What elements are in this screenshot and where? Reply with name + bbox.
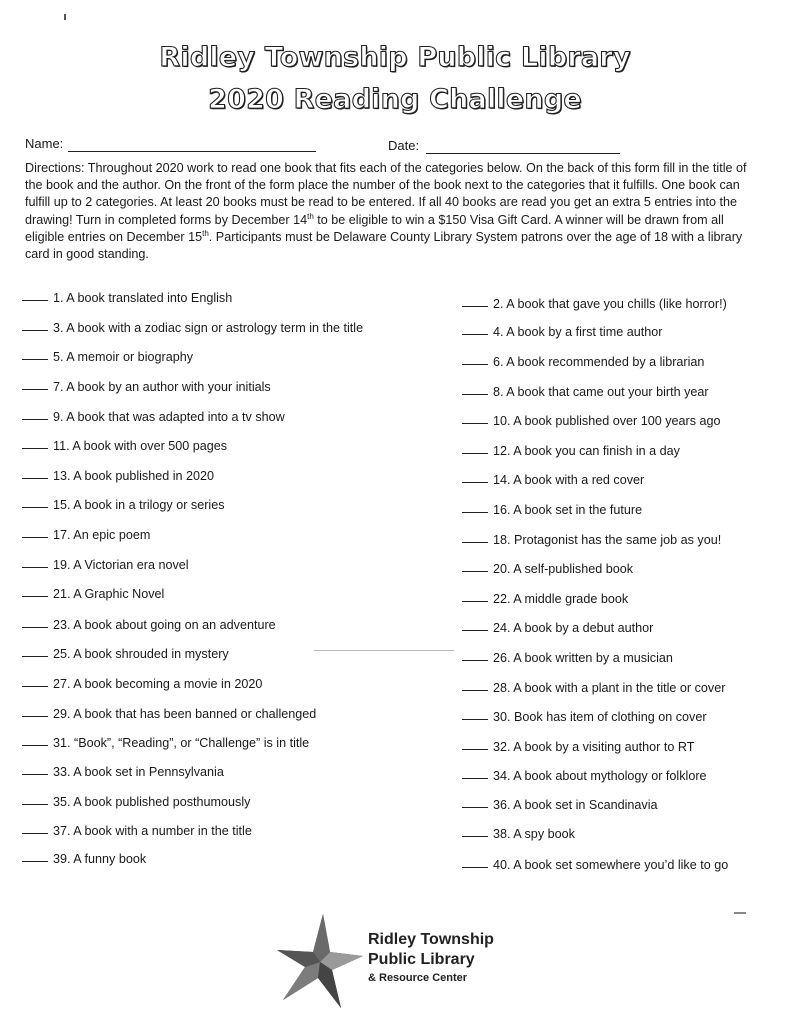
challenge-item-33: 33. A book set in Pennsylvania [22, 765, 224, 779]
challenge-item-39: 39. A funny book [22, 852, 146, 866]
challenge-item-37: 37. A book with a number in the title [22, 824, 252, 838]
page-title-line-1: Ridley Township Public Library [159, 42, 631, 73]
challenge-item-29: 29. A book that has been banned or challenged [22, 707, 316, 721]
challenge-item-38: 38. A spy book [462, 827, 575, 841]
scan-speck [64, 14, 66, 20]
challenge-item-1: 1. A book translated into English [22, 291, 232, 305]
challenge-item-17: 17. An epic poem [22, 528, 150, 542]
challenge-item-30: 30. Book has item of clothing on cover [462, 710, 707, 724]
number-blank[interactable] [22, 804, 48, 805]
number-blank[interactable] [22, 507, 48, 508]
number-blank[interactable] [462, 571, 488, 572]
number-blank[interactable] [462, 364, 488, 365]
number-blank[interactable] [22, 537, 48, 538]
scan-speck [734, 912, 746, 914]
challenge-item-8: 8. A book that came out your birth year [462, 385, 709, 399]
logo-line-3: & Resource Center [368, 972, 468, 984]
challenge-item-23: 23. A book about going on an adventure [22, 618, 276, 632]
challenge-item-16: 16. A book set in the future [462, 503, 642, 517]
challenge-item-31: 31. “Book”, “Reading”, or “Challenge” is in title [22, 736, 309, 750]
number-blank[interactable] [22, 330, 48, 331]
number-blank[interactable] [462, 778, 488, 779]
challenge-item-25: 25. A book shrouded in mystery [22, 647, 229, 661]
number-blank[interactable] [462, 482, 488, 483]
challenge-item-10: 10. A book published over 100 years ago [462, 414, 721, 428]
challenge-item-4: 4. A book by a first time author [462, 325, 662, 339]
number-blank[interactable] [22, 745, 48, 746]
challenge-item-15: 15. A book in a trilogy or series [22, 498, 225, 512]
challenge-item-28: 28. A book with a plant in the title or cover [462, 681, 725, 695]
number-blank[interactable] [22, 774, 48, 775]
number-blank[interactable] [22, 656, 48, 657]
number-blank[interactable] [462, 867, 488, 868]
number-blank[interactable] [22, 359, 48, 360]
directions-text: Directions: Throughout 2020 work to read one book that fits each of the categories below. On the back of this form fill in the title of the book and the author. On the front of the form place the number of the book next to the categories that it fulfills. One book can fulfill up to 2 categories. At least 20 books must be read to be entered. If all 40 books are read you get an extra 5 entries into the drawing! Turn in completed forms by December 14th to be eligible to win a $150 Visa Gift Card. A winner will be drawn from all eligible entries on December 15th. Participants must be Delaware County Library System patrons over the age of 18 with a library card in good standing. [25, 161, 747, 262]
number-blank[interactable] [462, 690, 488, 691]
number-blank[interactable] [462, 807, 488, 808]
number-blank[interactable] [462, 512, 488, 513]
number-blank[interactable] [462, 334, 488, 335]
challenge-item-5: 5. A memoir or biography [22, 350, 193, 364]
library-logo-text [368, 930, 494, 986]
number-blank[interactable] [22, 567, 48, 568]
challenge-item-24: 24. A book by a debut author [462, 621, 653, 635]
challenge-item-34: 34. A book about mythology or folklore [462, 769, 707, 783]
page-title-line-2: 2020 Reading Challenge [208, 84, 582, 115]
logo-line-1: Ridley Township [368, 931, 494, 948]
number-blank[interactable] [22, 686, 48, 687]
challenge-item-32: 32. A book by a visiting author to RT [462, 740, 694, 754]
challenge-item-19: 19. A Victorian era novel [22, 558, 189, 572]
date-field[interactable] [426, 153, 620, 154]
challenge-item-35: 35. A book published posthumously [22, 795, 250, 809]
number-blank[interactable] [462, 660, 488, 661]
number-blank[interactable] [462, 423, 488, 424]
scan-speck [314, 650, 454, 651]
number-blank[interactable] [462, 719, 488, 720]
number-blank[interactable] [22, 419, 48, 420]
number-blank[interactable] [22, 716, 48, 717]
challenge-item-12: 12. A book you can finish in a day [462, 444, 680, 458]
number-blank[interactable] [462, 749, 488, 750]
number-blank[interactable] [22, 861, 48, 862]
challenge-item-40: 40. A book set somewhere you’d like to go [462, 858, 728, 872]
number-blank[interactable] [22, 389, 48, 390]
challenge-item-26: 26. A book written by a musician [462, 651, 673, 665]
star-burst-logo-icon [275, 912, 365, 1017]
challenge-item-22: 22. A middle grade book [462, 592, 628, 606]
challenge-item-14: 14. A book with a red cover [462, 473, 644, 487]
challenge-item-18: 18. Protagonist has the same job as you! [462, 533, 721, 547]
number-blank[interactable] [462, 394, 488, 395]
number-blank[interactable] [462, 542, 488, 543]
challenge-item-36: 36. A book set in Scandinavia [462, 798, 658, 812]
number-blank[interactable] [462, 630, 488, 631]
number-blank[interactable] [22, 596, 48, 597]
challenge-item-9: 9. A book that was adapted into a tv show [22, 410, 285, 424]
number-blank[interactable] [462, 836, 488, 837]
number-blank[interactable] [22, 627, 48, 628]
logo-line-2: Public Library [368, 951, 475, 968]
number-blank[interactable] [22, 300, 48, 301]
name-field[interactable] [68, 151, 316, 152]
number-blank[interactable] [462, 601, 488, 602]
number-blank[interactable] [22, 478, 48, 479]
challenge-item-6: 6. A book recommended by a librarian [462, 355, 704, 369]
challenge-item-13: 13. A book published in 2020 [22, 469, 214, 483]
number-blank[interactable] [462, 306, 488, 307]
challenge-item-3: 3. A book with a zodiac sign or astrology term in the title [22, 321, 363, 335]
challenge-item-11: 11. A book with over 500 pages [22, 439, 227, 453]
name-label: Name: [25, 136, 64, 151]
challenge-item-7: 7. A book by an author with your initials [22, 380, 271, 394]
challenge-item-20: 20. A self-published book [462, 562, 633, 576]
challenge-item-2: 2. A book that gave you chills (like horror!) [462, 297, 727, 311]
challenge-item-27: 27. A book becoming a movie in 2020 [22, 677, 262, 691]
number-blank[interactable] [22, 833, 48, 834]
number-blank[interactable] [22, 448, 48, 449]
number-blank[interactable] [462, 453, 488, 454]
date-label: Date: [388, 138, 420, 153]
challenge-item-21: 21. A Graphic Novel [22, 587, 164, 601]
